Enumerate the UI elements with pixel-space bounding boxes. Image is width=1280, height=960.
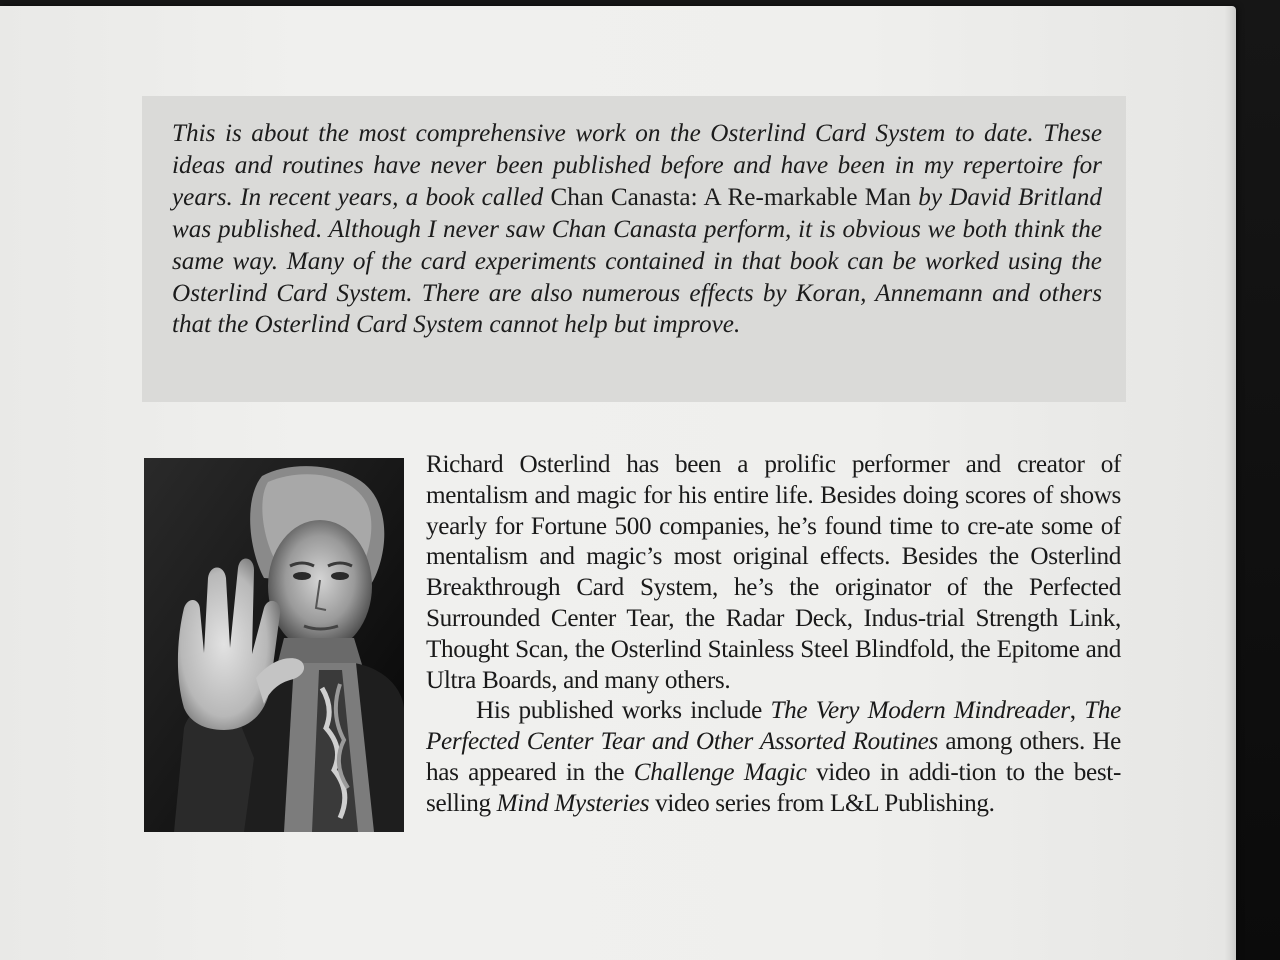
bio-text: video in addi-tion to the best-selling (426, 758, 1121, 817)
bio-text: , (1069, 697, 1085, 725)
bio-text: among others. He has appeared in the (426, 728, 1121, 786)
bio-text: video series from L&L Publishing. (649, 789, 995, 817)
blurb-text (172, 118, 1102, 341)
author-photo (144, 458, 404, 832)
bio-paragraph-1: Richard Osterlind has been a prolific performer and creator of mentalism and magic for his entire life. Besides doing scores of shows yearly for Fortune 500 companies, he’s found time to cre-ate some of mentalism and magic’s most original effects. Besides the Osterlind Breakthrough Card System, he’s the originator of the Perfected Surrounded Center Tear, the Radar Deck, Indus-trial Strength Link, Thought Scan, the Osterlind Stainless Steel Blindfold, the Epitome and Ultra Boards, and many others. (426, 451, 1121, 694)
bio-text: His published works include (476, 697, 771, 725)
blurb-box (142, 96, 1126, 402)
blurb-part-1: This is about the most comprehensive work on the Osterlind Card System to date. These ideas and routines have never been published before and have been in my repertoire for years. In recent years, a book called (172, 120, 1102, 211)
author-photo-image (144, 458, 404, 832)
blurb-book-title: Chan Canasta: A Re-markable Man (550, 183, 911, 211)
cover-edge-shadow (1224, 6, 1236, 960)
bio-title-mindreader: The Very Modern Mindreader (770, 697, 1070, 725)
author-bio (426, 450, 1121, 820)
bio-title-center-tear: The Perfected Center Tear and Other Assorted Routines (426, 697, 1121, 756)
book-back-cover (0, 6, 1236, 960)
blurb-part-2: by David Britland was published. Although I never saw Chan Canasta perform, it is obvious we both think the same way. Many of the card experiments contained in that book can be worked using the Osterlind Card System. There are also numerous effects by Koran, Annemann and others that the Osterlind Card System cannot help but improve. (172, 183, 1102, 339)
bio-title-mind-mysteries: Mind Mysteries (496, 789, 650, 817)
bio-paragraph-2 (426, 696, 1121, 819)
bio-title-challenge-magic: Challenge Magic (633, 758, 807, 786)
